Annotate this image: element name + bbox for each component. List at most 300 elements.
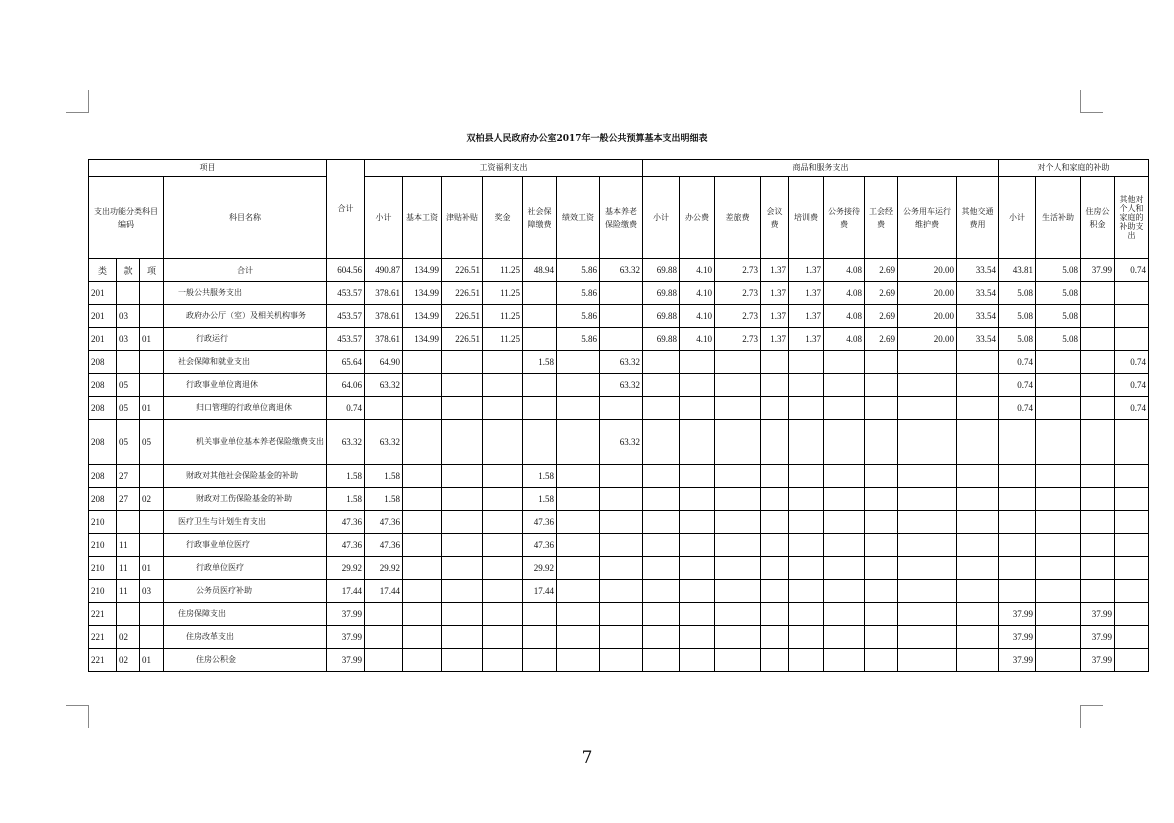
cell-bonus (483, 649, 523, 672)
cell-social (523, 397, 557, 420)
cell-reception (824, 374, 865, 397)
cell-perf (557, 649, 600, 672)
cell-travel: 2.73 (715, 305, 761, 328)
cell-allow: 226.51 (442, 328, 483, 351)
cell-allow (442, 351, 483, 374)
subject-name: 行政事业单位离退休 (164, 374, 327, 397)
cell-total: 29.92 (327, 557, 365, 580)
cell-perf (557, 420, 600, 465)
cell-meeting (761, 397, 789, 420)
header-travel: 差旅费 (715, 177, 761, 259)
cell-office (680, 465, 715, 488)
cell-housing: 37.99 (1081, 603, 1115, 626)
code-xiang: 05 (140, 420, 164, 465)
cell-perf (557, 397, 600, 420)
cell-reception (824, 351, 865, 374)
cell-social (523, 328, 557, 351)
cell-traffic: 33.54 (957, 305, 999, 328)
cell-office: 4.10 (680, 328, 715, 351)
header-bonus: 奖金 (483, 177, 523, 259)
cell-housing (1081, 305, 1115, 328)
code-lei: 201 (89, 282, 117, 305)
code-lei: 210 (89, 557, 117, 580)
cell-travel (715, 557, 761, 580)
cell-living (1036, 465, 1081, 488)
header-reception: 公务接待费 (824, 177, 865, 259)
cell-goods-sub (643, 626, 680, 649)
cell-traffic (957, 351, 999, 374)
cell-reception (824, 511, 865, 534)
subject-name: 行政单位医疗 (164, 557, 327, 580)
cell-traffic (957, 534, 999, 557)
cell-housing (1081, 557, 1115, 580)
header-salary-group: 工资福利支出 (365, 160, 643, 177)
code-xiang: 01 (140, 328, 164, 351)
cell-reception (824, 649, 865, 672)
cell-other (1115, 465, 1149, 488)
cell-office (680, 534, 715, 557)
cell-basic: 134.99 (403, 305, 442, 328)
header-vehicle: 公务用车运行维护费 (898, 177, 957, 259)
cell-total: 63.32 (327, 420, 365, 465)
cell-perf: 5.86 (557, 282, 600, 305)
cell-per-sub (999, 488, 1036, 511)
header-allowance: 津贴补贴 (442, 177, 483, 259)
header-total: 合计 (327, 160, 365, 259)
table-row (89, 488, 1149, 511)
cell-office: 4.10 (680, 259, 715, 282)
cell-other: 0.74 (1115, 397, 1149, 420)
cell-reception (824, 420, 865, 465)
cell-pension (600, 305, 643, 328)
cell-allow (442, 557, 483, 580)
cell-goods-sub (643, 603, 680, 626)
cell-traffic (957, 420, 999, 465)
cell-traffic (957, 374, 999, 397)
code-kuan (117, 351, 140, 374)
cell-basic: 134.99 (403, 259, 442, 282)
cell-reception (824, 580, 865, 603)
cell-traffic (957, 626, 999, 649)
cell-bonus (483, 511, 523, 534)
cell-pension (600, 282, 643, 305)
code-kuan: 05 (117, 420, 140, 465)
code-lei: 221 (89, 603, 117, 626)
cell-housing (1081, 534, 1115, 557)
header-basic-wage: 基本工资 (403, 177, 442, 259)
cell-social: 1.58 (523, 488, 557, 511)
cell-vehicle (898, 626, 957, 649)
cell-pension (600, 465, 643, 488)
cell-meeting (761, 534, 789, 557)
cell-vehicle (898, 374, 957, 397)
cell-pension (600, 626, 643, 649)
cell-traffic (957, 557, 999, 580)
cell-total: 37.99 (327, 649, 365, 672)
cell-other (1115, 603, 1149, 626)
code-xiang (140, 374, 164, 397)
cell-bonus (483, 488, 523, 511)
code-xiang (140, 282, 164, 305)
cell-housing (1081, 488, 1115, 511)
cell-meeting: 1.37 (761, 305, 789, 328)
cell-traffic (957, 511, 999, 534)
cell-allow (442, 511, 483, 534)
table-row (89, 465, 1149, 488)
cell-social: 17.44 (523, 580, 557, 603)
header-training: 培训费 (789, 177, 824, 259)
code-lei: 221 (89, 649, 117, 672)
cell-traffic: 33.54 (957, 259, 999, 282)
cell-travel (715, 397, 761, 420)
cell-basic (403, 534, 442, 557)
cell-sal-sub: 47.36 (365, 511, 403, 534)
cell-housing (1081, 511, 1115, 534)
cell-union (865, 626, 898, 649)
cell-goods-sub (643, 465, 680, 488)
total-label: 合计 (164, 259, 327, 282)
cell-vehicle: 20.00 (898, 282, 957, 305)
code-kuan (117, 282, 140, 305)
cell-goods-sub: 69.88 (643, 305, 680, 328)
cell-living: 5.08 (1036, 282, 1081, 305)
cell-office (680, 649, 715, 672)
code-xiang (140, 603, 164, 626)
header-project: 项目 (89, 160, 327, 177)
cell-training (789, 420, 824, 465)
cell-sal-sub (365, 626, 403, 649)
cell-social (523, 649, 557, 672)
cell-total: 453.57 (327, 305, 365, 328)
cell-goods-sub (643, 534, 680, 557)
code-lei: 208 (89, 420, 117, 465)
header-per-subtotal: 小计 (999, 177, 1036, 259)
cell-vehicle (898, 511, 957, 534)
cell-housing (1081, 351, 1115, 374)
subject-name: 住房改革支出 (164, 626, 327, 649)
cell-sal-sub: 1.58 (365, 488, 403, 511)
cell-living (1036, 626, 1081, 649)
cell-pension (600, 328, 643, 351)
cell-basic (403, 374, 442, 397)
cell-reception (824, 534, 865, 557)
table-row (89, 649, 1149, 672)
cell-perf: 5.86 (557, 259, 600, 282)
subject-name: 公务员医疗补助 (164, 580, 327, 603)
cell-other: 0.74 (1115, 259, 1149, 282)
cell-perf (557, 511, 600, 534)
code-kuan: 11 (117, 534, 140, 557)
cell-union (865, 397, 898, 420)
code-xiang (140, 626, 164, 649)
table-row (89, 282, 1149, 305)
code-lei: 208 (89, 397, 117, 420)
code-kuan: 11 (117, 557, 140, 580)
code-header-lei: 类 (89, 259, 117, 282)
cell-vehicle: 20.00 (898, 259, 957, 282)
cell-sal-sub: 1.58 (365, 465, 403, 488)
cell-traffic (957, 649, 999, 672)
header-sal-subtotal: 小计 (365, 177, 403, 259)
table-row (89, 580, 1149, 603)
cell-goods-sub (643, 649, 680, 672)
crop-mark-top-right (1080, 90, 1103, 113)
subject-name: 行政事业单位医疗 (164, 534, 327, 557)
cell-travel (715, 603, 761, 626)
code-kuan: 03 (117, 305, 140, 328)
code-header-kuan: 款 (117, 259, 140, 282)
cell-bonus (483, 420, 523, 465)
cell-social: 29.92 (523, 557, 557, 580)
code-xiang: 01 (140, 649, 164, 672)
cell-per-sub (999, 557, 1036, 580)
cell-sal-sub: 47.36 (365, 534, 403, 557)
code-kuan: 03 (117, 328, 140, 351)
cell-other (1115, 534, 1149, 557)
cell-bonus: 11.25 (483, 282, 523, 305)
cell-travel: 2.73 (715, 282, 761, 305)
code-kuan: 05 (117, 374, 140, 397)
cell-total: 65.64 (327, 351, 365, 374)
cell-meeting (761, 420, 789, 465)
cell-per-sub: 0.74 (999, 397, 1036, 420)
cell-total: 0.74 (327, 397, 365, 420)
cell-per-sub: 37.99 (999, 626, 1036, 649)
cell-basic (403, 420, 442, 465)
cell-total: 453.57 (327, 328, 365, 351)
cell-living: 5.08 (1036, 305, 1081, 328)
cell-training: 1.37 (789, 259, 824, 282)
subject-name: 政府办公厅（室）及相关机构事务 (164, 305, 327, 328)
cell-living: 5.08 (1036, 328, 1081, 351)
header-social-security: 社会保障缴费 (523, 177, 557, 259)
cell-training (789, 649, 824, 672)
cell-training: 1.37 (789, 305, 824, 328)
code-kuan (117, 603, 140, 626)
cell-allow (442, 374, 483, 397)
cell-total: 37.99 (327, 603, 365, 626)
header-func-code: 支出功能分类科目编码 (89, 177, 164, 259)
cell-per-sub: 37.99 (999, 649, 1036, 672)
cell-basic (403, 557, 442, 580)
subject-name: 行政运行 (164, 328, 327, 351)
cell-office (680, 351, 715, 374)
cell-per-sub: 5.08 (999, 282, 1036, 305)
subject-name: 社会保障和就业支出 (164, 351, 327, 374)
cell-vehicle (898, 580, 957, 603)
cell-bonus (483, 374, 523, 397)
header-traffic: 其他交通费用 (957, 177, 999, 259)
cell-pension (600, 649, 643, 672)
code-kuan: 05 (117, 397, 140, 420)
cell-housing (1081, 465, 1115, 488)
cell-living (1036, 397, 1081, 420)
code-lei: 208 (89, 465, 117, 488)
cell-social (523, 420, 557, 465)
subject-name: 机关事业单位基本养老保险缴费支出 (164, 420, 327, 465)
cell-goods-sub (643, 580, 680, 603)
cell-training: 1.37 (789, 328, 824, 351)
cell-per-sub (999, 511, 1036, 534)
cell-traffic (957, 580, 999, 603)
cell-per-sub: 37.99 (999, 603, 1036, 626)
cell-union (865, 351, 898, 374)
cell-perf (557, 374, 600, 397)
cell-bonus: 11.25 (483, 328, 523, 351)
cell-union (865, 511, 898, 534)
cell-bonus (483, 626, 523, 649)
cell-social (523, 626, 557, 649)
crop-mark-bottom-right (1080, 705, 1103, 728)
cell-reception: 4.08 (824, 305, 865, 328)
cell-total: 453.57 (327, 282, 365, 305)
cell-pension (600, 557, 643, 580)
code-xiang: 03 (140, 580, 164, 603)
cell-union (865, 580, 898, 603)
cell-social: 1.58 (523, 351, 557, 374)
subject-name: 住房公积金 (164, 649, 327, 672)
cell-housing (1081, 328, 1115, 351)
cell-sal-sub: 64.90 (365, 351, 403, 374)
cell-perf: 5.86 (557, 305, 600, 328)
cell-housing (1081, 374, 1115, 397)
cell-other (1115, 557, 1149, 580)
subject-name: 财政对其他社会保险基金的补助 (164, 465, 327, 488)
cell-basic: 134.99 (403, 328, 442, 351)
cell-union (865, 649, 898, 672)
subject-name: 一般公共服务支出 (164, 282, 327, 305)
cell-traffic: 33.54 (957, 328, 999, 351)
cell-other (1115, 282, 1149, 305)
cell-meeting (761, 488, 789, 511)
cell-union (865, 603, 898, 626)
cell-living (1036, 420, 1081, 465)
cell-training (789, 465, 824, 488)
cell-meeting (761, 374, 789, 397)
cell-training (789, 488, 824, 511)
cell-bonus (483, 603, 523, 626)
cell-sal-sub (365, 649, 403, 672)
code-lei: 201 (89, 305, 117, 328)
cell-vehicle (898, 397, 957, 420)
budget-table (88, 159, 1149, 672)
cell-total: 64.06 (327, 374, 365, 397)
cell-per-sub (999, 465, 1036, 488)
cell-other (1115, 328, 1149, 351)
cell-housing: 37.99 (1081, 626, 1115, 649)
cell-bonus (483, 580, 523, 603)
cell-other (1115, 511, 1149, 534)
cell-total: 1.58 (327, 488, 365, 511)
cell-union (865, 488, 898, 511)
cell-perf (557, 351, 600, 374)
cell-per-sub (999, 420, 1036, 465)
cell-other (1115, 488, 1149, 511)
cell-other: 0.74 (1115, 374, 1149, 397)
cell-union: 2.69 (865, 259, 898, 282)
cell-allow (442, 420, 483, 465)
cell-travel (715, 580, 761, 603)
table-row (89, 328, 1149, 351)
cell-goods-sub (643, 420, 680, 465)
cell-sal-sub: 378.61 (365, 328, 403, 351)
cell-office (680, 557, 715, 580)
cell-vehicle (898, 649, 957, 672)
cell-other (1115, 580, 1149, 603)
cell-allow (442, 465, 483, 488)
cell-vehicle: 20.00 (898, 305, 957, 328)
cell-meeting (761, 603, 789, 626)
code-xiang (140, 305, 164, 328)
cell-sal-sub: 17.44 (365, 580, 403, 603)
cell-vehicle (898, 557, 957, 580)
code-header-xiang: 项 (140, 259, 164, 282)
cell-bonus: 11.25 (483, 259, 523, 282)
cell-reception: 4.08 (824, 259, 865, 282)
cell-office: 4.10 (680, 282, 715, 305)
cell-allow (442, 534, 483, 557)
cell-bonus (483, 557, 523, 580)
cell-travel (715, 534, 761, 557)
cell-training (789, 374, 824, 397)
cell-living (1036, 580, 1081, 603)
table-row (89, 351, 1149, 374)
header-meeting: 会议费 (761, 177, 789, 259)
cell-per-sub (999, 580, 1036, 603)
code-lei: 208 (89, 488, 117, 511)
cell-traffic (957, 465, 999, 488)
cell-travel (715, 649, 761, 672)
cell-perf (557, 557, 600, 580)
cell-training (789, 580, 824, 603)
cell-bonus (483, 397, 523, 420)
cell-reception (824, 626, 865, 649)
cell-sal-sub (365, 397, 403, 420)
code-xiang: 02 (140, 488, 164, 511)
cell-goods-sub (643, 557, 680, 580)
cell-allow: 226.51 (442, 305, 483, 328)
cell-per-sub: 0.74 (999, 351, 1036, 374)
cell-living (1036, 557, 1081, 580)
cell-meeting: 1.37 (761, 328, 789, 351)
code-xiang (140, 465, 164, 488)
cell-perf (557, 465, 600, 488)
cell-living (1036, 649, 1081, 672)
cell-housing (1081, 282, 1115, 305)
cell-perf (557, 603, 600, 626)
cell-union: 2.69 (865, 305, 898, 328)
crop-mark-bottom-left (66, 705, 89, 728)
cell-total: 47.36 (327, 511, 365, 534)
cell-vehicle (898, 465, 957, 488)
header-perf-wage: 绩效工资 (557, 177, 600, 259)
cell-living (1036, 534, 1081, 557)
cell-housing (1081, 420, 1115, 465)
cell-pension: 63.32 (600, 420, 643, 465)
cell-living (1036, 488, 1081, 511)
cell-reception (824, 465, 865, 488)
cell-social: 48.94 (523, 259, 557, 282)
cell-basic (403, 580, 442, 603)
cell-vehicle (898, 351, 957, 374)
cell-total: 17.44 (327, 580, 365, 603)
cell-living (1036, 374, 1081, 397)
cell-per-sub: 5.08 (999, 305, 1036, 328)
cell-social (523, 282, 557, 305)
cell-basic (403, 511, 442, 534)
cell-total: 37.99 (327, 626, 365, 649)
cell-office (680, 511, 715, 534)
